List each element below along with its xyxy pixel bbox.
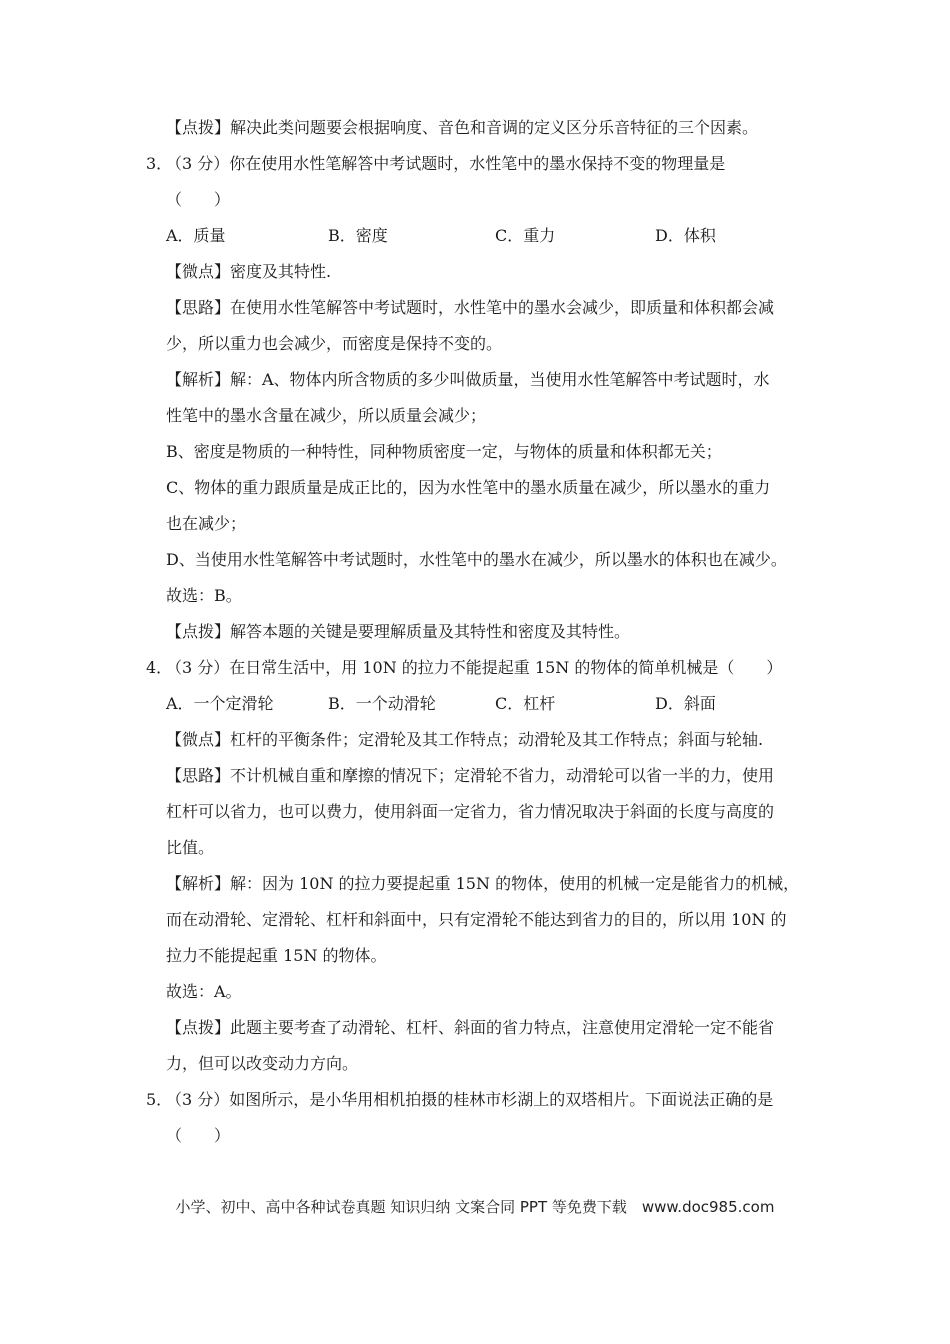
q4-thinking-line1: 【思路】不计机械自重和摩擦的情况下；定滑轮不省力，动滑轮可以省一半的力，使用 <box>166 766 775 785</box>
q4-option-a: A．一个定滑轮 <box>166 694 274 713</box>
q5-number: 5． <box>146 1090 173 1109</box>
q3-option-b: B．密度 <box>328 226 388 245</box>
q3-analysis-line5: 也在减少； <box>166 514 247 533</box>
q5-text: （3 分）如图所示，是小华用相机拍摄的桂林市杉湖上的双塔相片。下面说法正确的是 <box>166 1090 774 1109</box>
q4-thinking-line2: 杠杆可以省力，也可以费力，使用斜面一定省力，省力情况取决于斜面的长度与高度的 <box>166 802 775 821</box>
q3-thinking-line2: 少，所以重力也会减少，而密度是保持不变的。 <box>166 334 503 353</box>
q3-blank: （ ） <box>166 190 231 209</box>
q4-number: 4． <box>146 658 173 677</box>
q3-thinking-line1: 【思路】在使用水性笔解答中考试题时，水性笔中的墨水会减少，即质量和体积都会减 <box>166 298 775 317</box>
q3-point: 【微点】密度及其特性. <box>166 262 332 281</box>
q3-analysis-line2: 性笔中的墨水含量在减少，所以质量会减少； <box>166 406 487 425</box>
q3-analysis-line6: D、当使用水性笔解答中考试题时，水性笔中的墨水在减少，所以墨水的体积也在减少。 <box>166 550 787 569</box>
q4-point: 【微点】杠杆的平衡条件；定滑轮及其工作特点；动滑轮及其工作特点；斜面与轮轴. <box>166 730 764 749</box>
q3-text: （3 分）你在使用水性笔解答中考试题时，水性笔中的墨水保持不变的物理量是 <box>166 154 726 173</box>
q3-analysis-line1: 【解析】解：A、物体内所含物质的多少叫做质量，当使用水性笔解答中考试题时，水 <box>166 370 770 389</box>
q4-option-b: B．一个动滑轮 <box>328 694 436 713</box>
q3-option-d: D．体积 <box>655 226 716 245</box>
q3-tip: 【点拨】解答本题的关键是要理解质量及其特性和密度及其特性。 <box>166 622 631 641</box>
q4-answer: 故选：A。 <box>166 982 242 1001</box>
q4-tip-line2: 力，但可以改变动力方向。 <box>166 1054 359 1073</box>
page-footer: 小学、初中、高中各种试卷真题 知识归纳 文案合同 PPT 等免费下载 www.doc985.com <box>175 1198 775 1216</box>
q3-analysis-line4: C、物体的重力跟质量是成正比的，因为水性笔中的墨水质量在减少，所以墨水的重力 <box>166 478 771 497</box>
q4-tip-line1: 【点拨】此题主要考查了动滑轮、杠杆、斜面的省力特点，注意使用定滑轮一定不能省 <box>166 1018 775 1037</box>
q4-option-d: D．斜面 <box>655 694 716 713</box>
q4-analysis-line2: 而在动滑轮、定滑轮、杠杆和斜面中，只有定滑轮不能达到省力的目的，所以用 10N 的 <box>166 910 787 929</box>
q3-analysis-line3: B、密度是物质的一种特性，同种物质密度一定，与物体的质量和体积都无关； <box>166 442 722 461</box>
q5-blank: （ ） <box>166 1126 231 1145</box>
q3-number: 3． <box>146 154 173 173</box>
q4-thinking-line3: 比值。 <box>166 838 215 857</box>
q4-option-c: C．杠杆 <box>495 694 556 713</box>
q4-analysis-line1: 【解析】解：因为 10N 的拉力要提起重 15N 的物体，使用的机械一定是能省力的机械， <box>166 874 800 893</box>
q4-text: （3 分）在日常生活中，用 10N 的拉力不能提起重 15N 的物体的简单机械是（ ） <box>166 658 783 677</box>
q4-analysis-line3: 拉力不能提起重 15N 的物体。 <box>166 946 387 965</box>
q3-option-a: A．质量 <box>166 226 226 245</box>
q3-option-c: C．重力 <box>495 226 556 245</box>
q3-answer: 故选：B。 <box>166 586 242 605</box>
q2-tip: 【点拨】解决此类问题要会根据响度、音色和音调的定义区分乐音特征的三个因素。 <box>166 118 759 137</box>
